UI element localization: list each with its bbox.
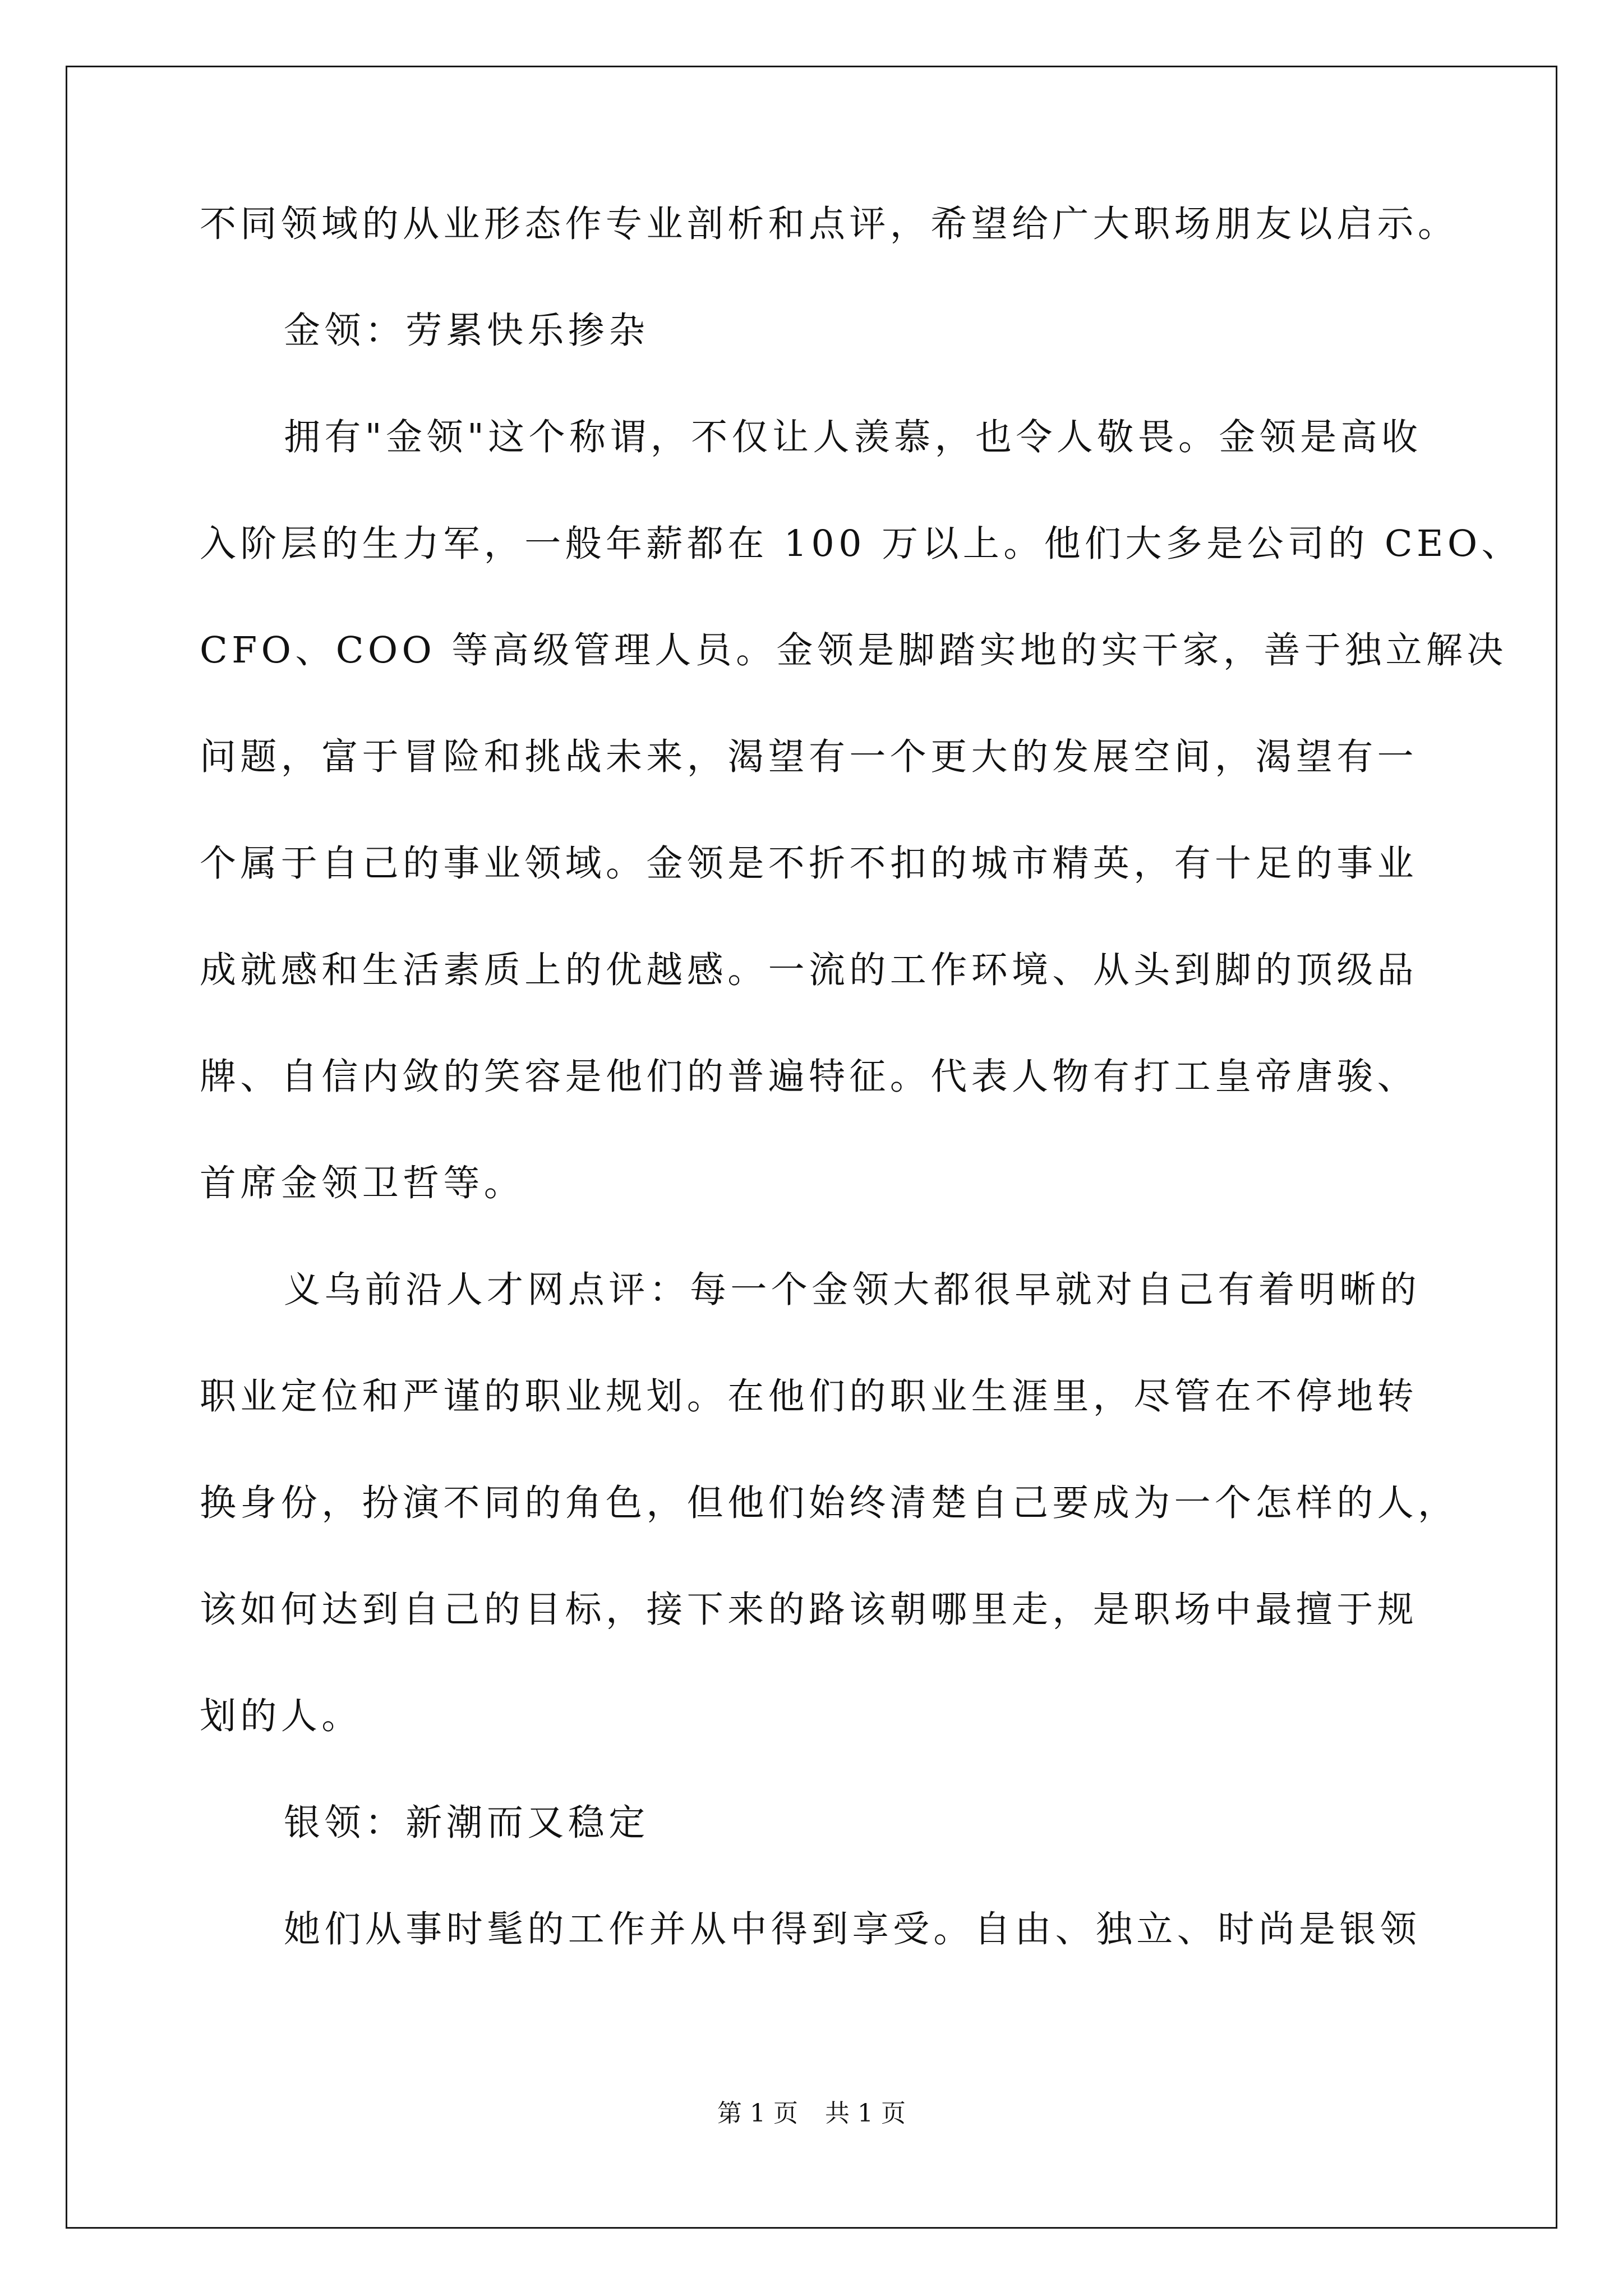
page-border (66, 66, 1557, 2229)
paragraph-line: 拥有"金领"这个称谓，不仅让人羡慕，也令人敬畏。金领是高收 (284, 416, 1422, 458)
page-total: 共 1 页 (825, 2099, 906, 2128)
section-heading-silver-collar: 银领：新潮而又稳定 (284, 1802, 649, 1844)
paragraph-line: 牌、自信内敛的笑容是他们的普遍特征。代表人物有打工皇帝唐骏、 (200, 1056, 1418, 1098)
paragraph-line: CFO、COO 等高级管理人员。金领是脚踏实地的实干家，善于独立解决 (200, 629, 1507, 671)
paragraph-line: 义乌前沿人才网点评：每一个金领大都很早就对自己有着明晰的 (284, 1269, 1421, 1311)
paragraph-line: 成就感和生活素质上的优越感。一流的工作环境、从头到脚的顶级品 (200, 949, 1418, 991)
page-number: 第 1 页 (717, 2099, 798, 2128)
paragraph-line: 她们从事时髦的工作并从中得到享受。自由、独立、时尚是银领 (284, 1908, 1421, 1950)
paragraph-line: 换身份，扮演不同的角色，但他们始终清楚自己要成为一个怎样的人， (200, 1482, 1459, 1524)
page-footer (0, 2098, 1623, 2129)
paragraph-line: 不同领域的从业形态作专业剖析和点评，希望给广大职场朋友以启示。 (200, 203, 1459, 245)
paragraph-line: 问题，富于冒险和挑战未来，渴望有一个更大的发展空间，渴望有一 (200, 736, 1418, 778)
section-heading-gold-collar: 金领：劳累快乐掺杂 (284, 310, 649, 352)
paragraph-line: 入阶层的生力军，一般年薪都在 100 万以上。他们大多是公司的 CEO、 (200, 523, 1522, 565)
paragraph-line: 首席金领卫哲等。 (200, 1162, 525, 1204)
paragraph-line: 职业定位和严谨的职业规划。在他们的职业生涯里，尽管在不停地转 (200, 1375, 1418, 1418)
paragraph-line: 该如何达到自己的目标，接下来的路该朝哪里走，是职场中最擅于规 (200, 1589, 1418, 1631)
paragraph-line: 划的人。 (200, 1695, 362, 1737)
paragraph-line: 个属于自己的事业领域。金领是不折不扣的城市精英，有十足的事业 (200, 843, 1418, 885)
